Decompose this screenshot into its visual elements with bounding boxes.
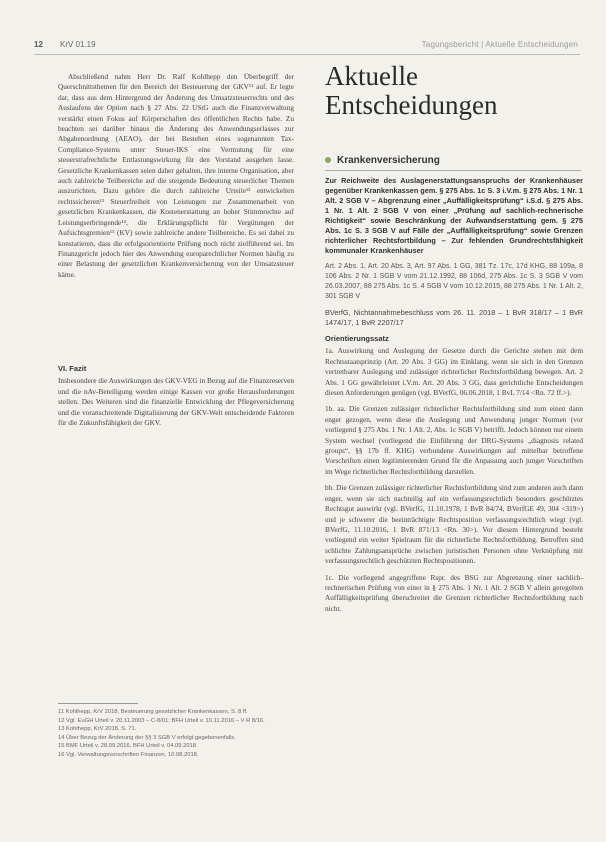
page-number: 12 — [34, 40, 43, 49]
journal-reference: KrV 01.19 — [60, 40, 96, 49]
footnote: 14 Über Bezug der Änderung der §§ 3 SGB V erfolgt gegebenenfalls. — [58, 734, 236, 741]
orientation-paragraph: 1c. Die vorliegend angegriffene Rspr. des BSG zur Abgrenzung einer sachlich-rechnerischen Prüfung von einer in § 275 Abs. 1 Nr. 1 Alt. 2 SGB V allein geregelten Auffälligkeitsprüfung überschreitet die Grenzen richterlicher Rechtsfortbildung nach nicht. — [325, 572, 583, 613]
page-title — [325, 62, 585, 120]
fazit-text: Insbesondere die Auswirkungen des GKV-VEG in Bezug auf die Finanzreserven und die nAv-Beteiligung werden einige Kassen vor große Herausforderungen stellen. Des Weiteren sind die finanzielle Entwicklung der Pflegeversicherung und die voranschreitende Digitalisierung der GKV-Welt entscheidende Faktoren für die Zukunftsfähigkeit der GKV. — [58, 376, 294, 428]
norms: Art. 2 Abs. 1, Art. 20 Abs. 3, Art. 97 Abs. 1 GG, 381 Tz. 17c, 17d KHG, 88 109a, 8 106 Abs. 2 Nr. 1 SGB V vom 21.12.1992, 88 106d, 275 Abs. 1c S. 3 SGB V vom 26.03.2007, 88 275 Abs. 1c S. 4 SGB V vom 10.12.2015, 88 275 Abs. 1 Nr. 1 Alt. 2, 301 SGB V — [325, 263, 584, 300]
left-paragraph: Abschließend nahm Herr Dr. Ralf Kohlhepp den Überbegriff der Querschnittsthemen für den Bereich der Besteuerung der GKV¹¹ auf. Er legte dar, dass aus dem Hintergrund der Änderung des Umsatzsteuerrechts und des Auslaufens der Option nach § 27 Abs. 22 UStG auch die Finanzverwaltung verstärkt einen Fokus auf Körperschaften des öffentlichen Rechts habe. Zu beachten sei darüber hinaus die Änderung des Anwendungserlasses zur Abgabenordnung (AEAO), der bei Bestehen eines sogenannten Tax-Compliance-Systems unter Steuer-IKS eine Vermutung für eine steuerstrafrechtliche Entlastungswirkung für den Vorstand ausgehen lasse. Gesetzliche Krankenkassen seien daher gehalten, ihre interne Organisation, aber auch zahlreiche Teilbereiche auf die steigende Bedeutung steuerlicher Themen auszurichten. Dazu gehöre die durch zahlreiche Urteile¹² entwickelten rechtssicheren¹³ Steuerfreiheit von Leistungen zur Zusammenarbeit von gesetzlichen Krankenkassen, die Kostenerstattung an hoher Stimmrechte auf Leistungserbringende¹⁴, die Erklärungspflicht für Vergütungen der Aufsichtsgremien¹⁵ (KV) sowie zahlreiche andere Teilbereiche. Es sei dabei zu konstatieren, dass die erfolgsorientierte Prüfung noch nicht zielführend sei. Im Finanzgericht jedoch hier des Anwendung europarechtlicher Normen häufig zu einer Belastung der gesetzlichen Krankenversicherung von der Umsatzsteuer käme. — [58, 72, 294, 279]
fazit-heading: VI. Fazit — [58, 364, 87, 373]
orientation-paragraph: 1a. Auswirkung und Auslegung der Gesetze durch die Gerichte stehen mit dem Rechtsstaatsprinzip (Art. 20 Abs. 3 GG) im Einklang, wenn sie sich in den Grenzen vertretbarer Auslegung und zulässiger richterlicher Rechtsfortbildung bewegen. Art. 2 Abs. 1 GG gewährleistet i.V.m. Art. 20 Abs. 3 GG, dass gerichtliche Entscheidungen diesen Anforderungen genügen (vgl. BVerfG, 06.06.2018, 1 BvL 7/14 <Rn. 72 ff.>). — [325, 346, 583, 398]
page-header — [34, 40, 578, 54]
category-label: Krankenversicherung — [337, 155, 440, 166]
orientation-heading: Orientierungssatz — [325, 334, 389, 343]
category-rule — [325, 170, 581, 171]
left-column — [58, 72, 294, 286]
footnote: 12 Vgl. EuGH Urteil v. 20.11.2003 – C-8/01; BFH Urteil v. 10.11.2016 – V R 8/16. — [58, 717, 265, 724]
header-rule — [34, 54, 580, 55]
right-column — [325, 176, 583, 620]
court-reference: BVerfG, Nichtannahmebeschluss vom 26. 11. 2018 – 1 BvR 318/17 – 1 BvR 1474/17, 1 BvR 2207/17 — [325, 308, 583, 327]
title-line: Entscheidungen — [325, 90, 498, 120]
footnotes — [58, 708, 294, 760]
headnote: Zur Reichweite des Auslagenerstattungsanspruchs der Krankenhäuser gegenüber Krankenkassen gem. § 275 Abs. 1c S. 3 i.V.m. § 275 Abs. 1 Nr. 1 Alt. 2 SGB V – Abgrenzung einer „Auffälligkeitsprüfung“ i.S.d. § 275 Abs. 1 Nr. 1 Alt. 2 SGB V von einer „Prüfung auf sachlich-rechnerische Richtigkeit“ sowie Beschränkung der Aufwandserstattung gem. § 275 Abs. 1c S. 3 SGB V auf Fälle der „Auffälligkeitsprüfung“ sowie Grenzen richterlicher Rechtsfortbildung – Zur fehlenden Grundrechtsfähigkeit kommunaler Krankenhäuser — [325, 176, 583, 255]
category-bullet-icon — [325, 157, 331, 163]
footnote-rule — [58, 703, 138, 704]
section-label: Tagungsbericht | Aktuelle Entscheidungen — [421, 40, 578, 49]
footnote: 11 Kohlhepp, KrV 2018, Besteuerung gesetzlicher Krankenkassen, S. 8 ff. — [58, 709, 248, 715]
footnote: 16 Vgl. Verwaltungsvorschriften Finanzen, 10.08.2018. — [58, 751, 199, 758]
footnote: 15 BMF Urteil v. 28.09.2016, BFH Urteil v. 04.09.2018. — [58, 743, 198, 750]
orientation-paragraph: 1b. aa. Die Grenzen zulässiger richterlicher Rechtsfortbildung sind zum einen dann enger gezogen, wenn diese die Auslegung und Anwendung junger Normen (vor vorliegend § 275 Abs. 1 Nr. 1 Alt. 2, Abs. 1c SGB V) betrifft. Jedoch können nur einem System wechsel (vorliegend die Einführung der DRG-Systems „diagnosis related groups“, §§ 17b ff. KHG) verbundene Auswirkungen auf mittelbar betroffene Vorschriften einen legitimierenden Grund für die Anpassung auch junger Vorschriften im Wege richterlicher Rechtsfortbildung darstellen. — [325, 404, 583, 476]
orientation-paragraph: bb. Die Grenzen zulässiger richterlicher Rechtsfortbildung sind zum anderen auch dann enger, wenn sie sich nachteilig auf ein verfassungsrechtlich besonders geschütztes Rechtsgut auswirkt (vgl. BVerfG, 11.10.1978, 1 BvR 84/74, BVerfGE 49, 304 <319>) und je schwerer die beeinträchtigte Rechtsposition verfassungsrechtlich wiegt (vgl. BVerfG, 11.10.2016, 1 BvR 871/13 <Rn. 30>). Vor diesem Hintergrund besteht vorliegend ein weiter Spielraum für die richterliche Rechtsfortbildung. Betroffen sind schlichte Zahlungsansprüche zwischen juristischen Personen ohne Verknüpfung mit verfassungsrechtlich geschützten Rechtspositionen. — [325, 483, 583, 566]
fazit-section — [58, 364, 294, 434]
footnote: 13 Kohlhepp, KrV 2018, S. 71. — [58, 726, 137, 733]
title-line: Aktuelle — [325, 61, 418, 91]
category-heading — [325, 155, 583, 166]
